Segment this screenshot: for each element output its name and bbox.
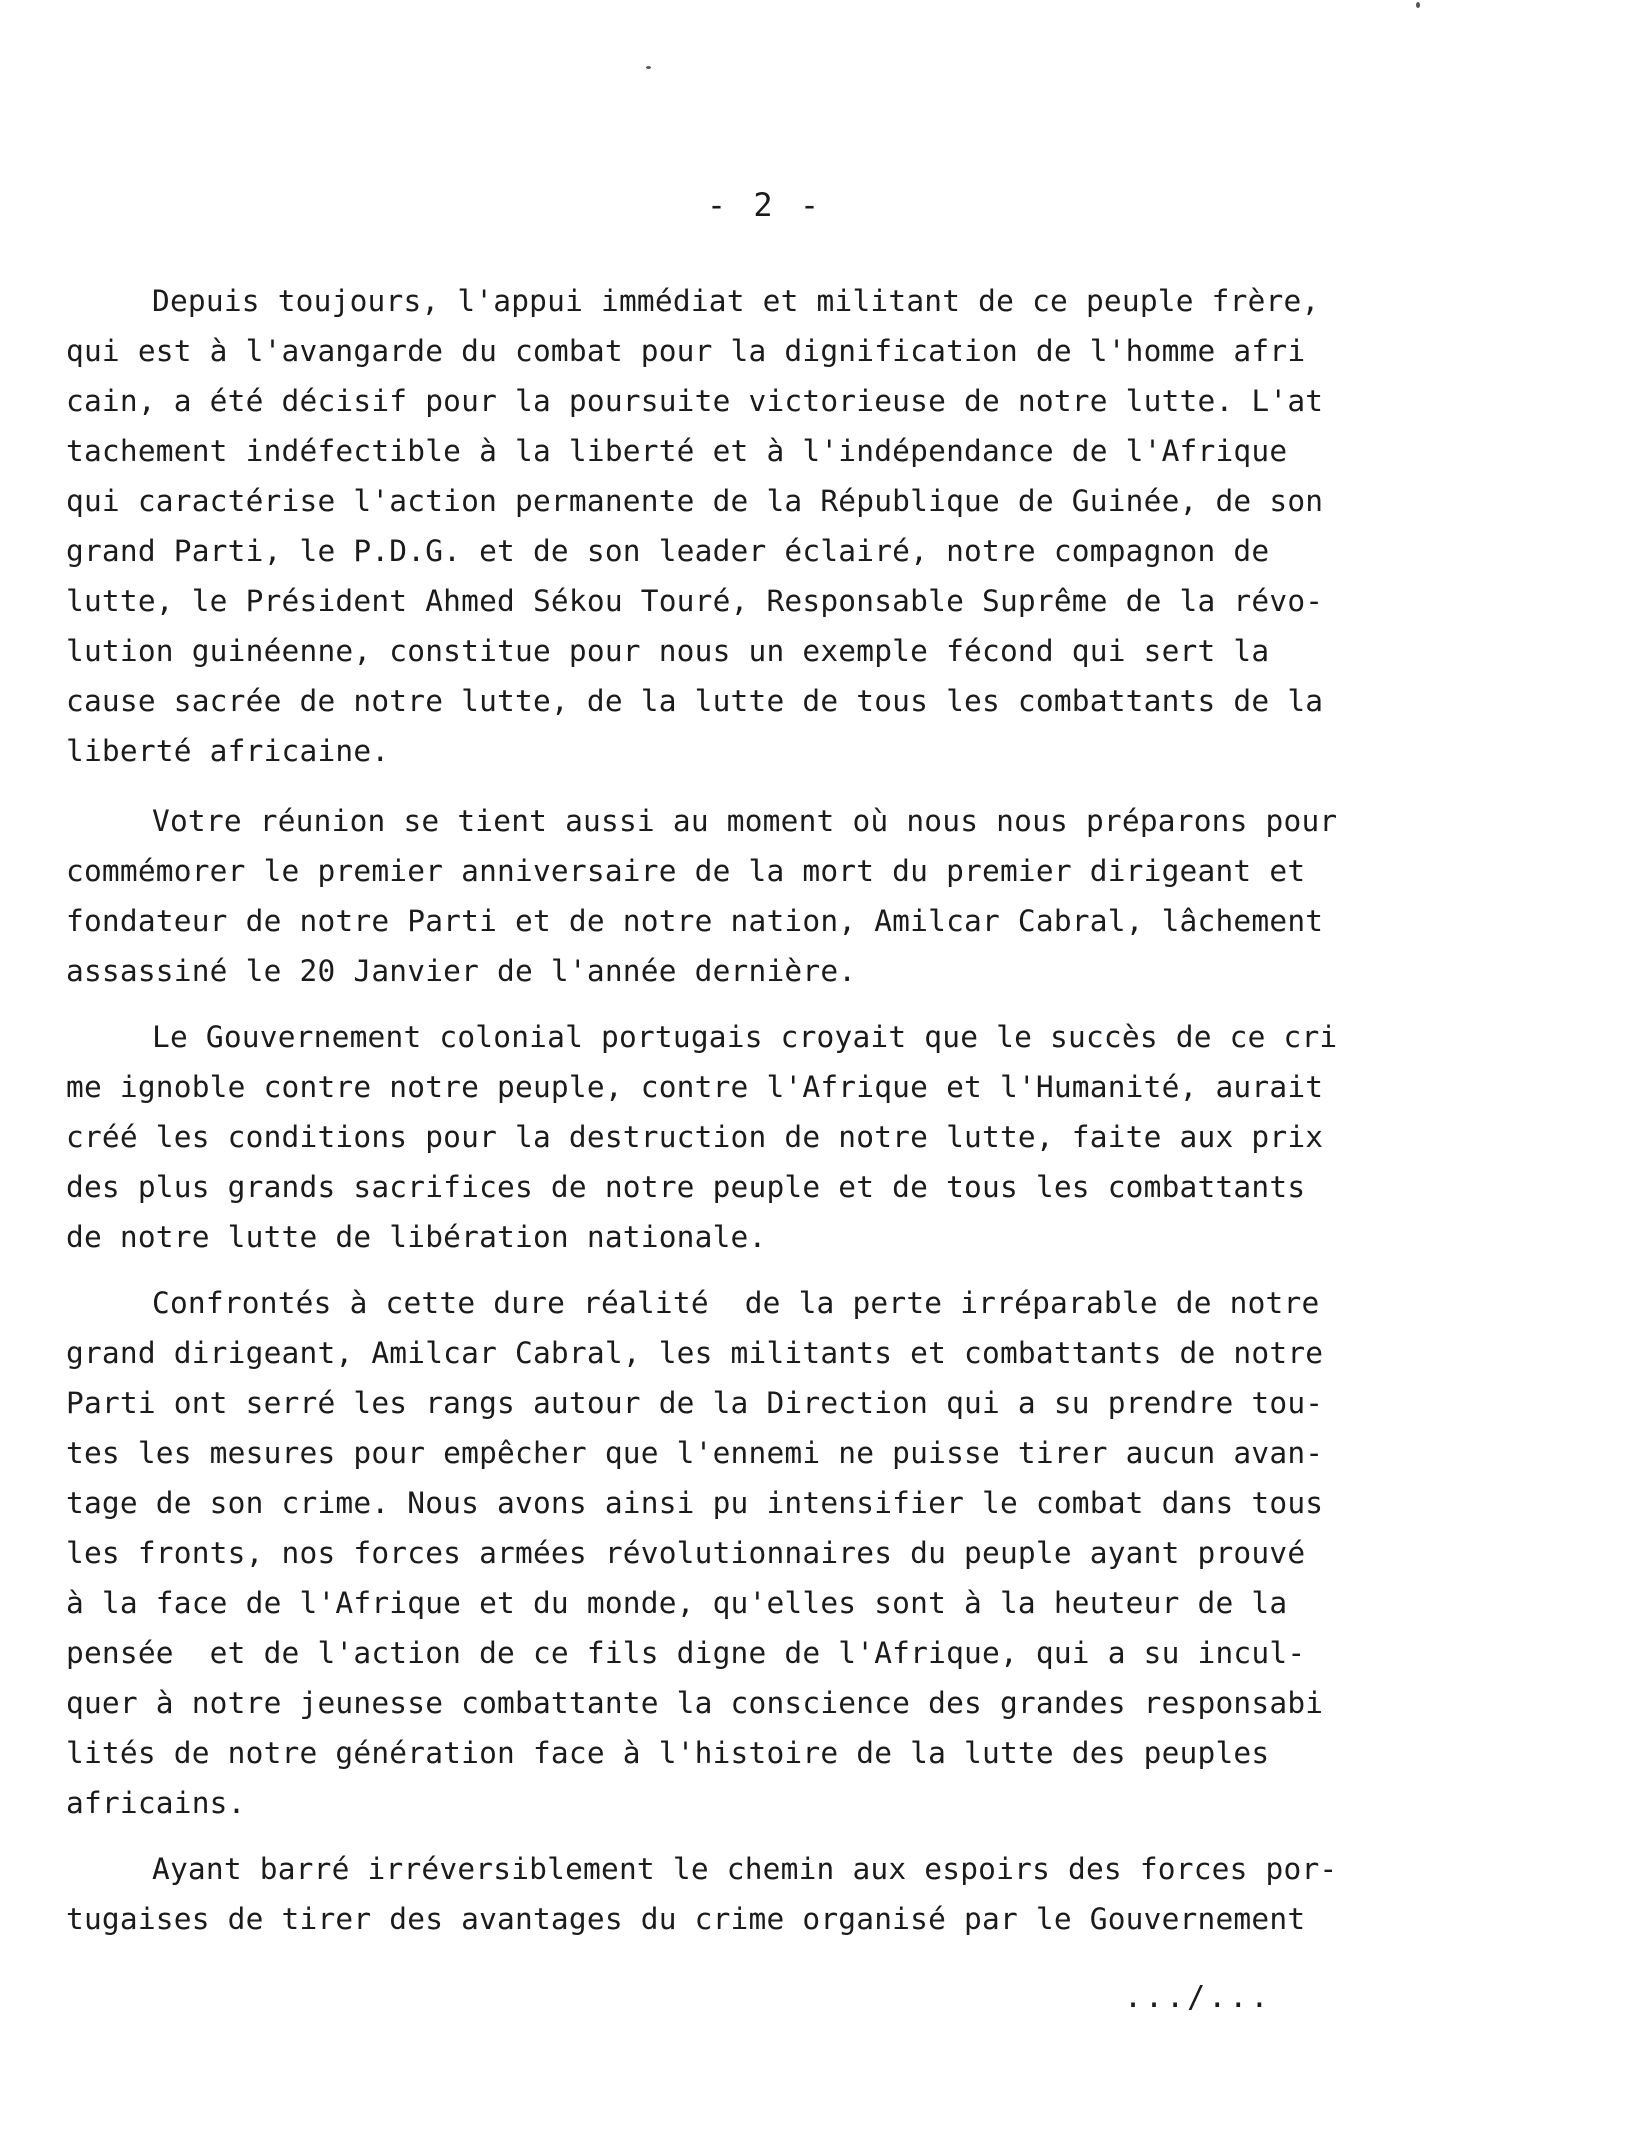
text-line: qui est à l'avangarde du combat pour la dignification de l'homme afri (66, 334, 1306, 368)
text-line: Ayant barré irréversiblement le chemin aux espoirs des forces por- (152, 1852, 1338, 1886)
paragraph-3 (66, 1012, 1337, 1262)
scan-speck (646, 66, 651, 69)
text-line: liberté africaine. (66, 734, 390, 768)
text-line: Depuis toujours, l'appui immédiat et militant de ce peuple frère, (152, 284, 1320, 318)
text-line: africains. (66, 1786, 246, 1820)
text-line: tage de son crime. Nous avons ainsi pu intensifier le combat dans tous (66, 1486, 1324, 1520)
text-line: Confrontés à cette dure réalité de la perte irréparable de notre (152, 1286, 1320, 1320)
text-line: qui caractérise l'action permanente de la République de Guinée, de son (66, 484, 1324, 518)
text-line: lution guinéenne, constitue pour nous un exemple fécond qui sert la (66, 634, 1270, 668)
text-line: de notre lutte de libération nationale. (66, 1220, 767, 1254)
text-line: quer à notre jeunesse combattante la conscience des grandes responsabi (66, 1686, 1324, 1720)
text-line: tachement indéfectible à la liberté et à l'indépendance de l'Afrique (66, 434, 1288, 468)
text-line: grand Parti, le P.D.G. et de son leader éclairé, notre compagnon de (66, 534, 1270, 568)
text-line: Le Gouvernement colonial portugais croyait que le succès de ce cri (152, 1020, 1338, 1054)
paragraph-5 (66, 1844, 1337, 1944)
paragraph-2 (66, 796, 1337, 996)
paragraph-1 (66, 276, 1323, 776)
text-line: lutte, le Président Ahmed Sékou Touré, Responsable Suprême de la révo- (66, 584, 1324, 618)
text-line: créé les conditions pour la destruction de notre lutte, faite aux prix (66, 1120, 1324, 1154)
page-number: - 2 - (706, 186, 824, 224)
continuation-mark: .../... (1124, 1980, 1272, 2015)
text-line: Votre réunion se tient aussi au moment où nous nous préparons pour (152, 804, 1338, 838)
text-line: lités de notre génération face à l'histoire de la lutte des peuples (66, 1736, 1270, 1770)
text-line: les fronts, nos forces armées révolutionnaires du peuple ayant prouvé (66, 1536, 1306, 1570)
text-line: Parti ont serré les rangs autour de la Direction qui a su prendre tou- (66, 1386, 1324, 1420)
text-line: commémorer le premier anniversaire de la mort du premier dirigeant et (66, 854, 1306, 888)
text-line: cain, a été décisif pour la poursuite victorieuse de notre lutte. L'at (66, 384, 1324, 418)
text-line: cause sacrée de notre lutte, de la lutte de tous les combattants de la (66, 684, 1324, 718)
text-line: tes les mesures pour empêcher que l'ennemi ne puisse tirer aucun avan- (66, 1436, 1324, 1470)
text-line: tugaises de tirer des avantages du crime organisé par le Gouvernement (66, 1902, 1306, 1936)
paragraph-4 (66, 1278, 1323, 1828)
text-line: me ignoble contre notre peuple, contre l'Afrique et l'Humanité, aurait (66, 1070, 1324, 1104)
text-line: pensée et de l'action de ce fils digne de l'Afrique, qui a su incul- (66, 1636, 1306, 1670)
text-line: grand dirigeant, Amilcar Cabral, les militants et combattants de notre (66, 1336, 1324, 1370)
text-line: des plus grands sacrifices de notre peuple et de tous les combattants (66, 1170, 1306, 1204)
scan-speck (1416, 2, 1420, 8)
text-line: assassiné le 20 Janvier de l'année dernière. (66, 954, 857, 988)
text-line: fondateur de notre Parti et de notre nation, Amilcar Cabral, lâchement (66, 904, 1324, 938)
text-line: à la face de l'Afrique et du monde, qu'elles sont à la heuteur de la (66, 1586, 1288, 1620)
